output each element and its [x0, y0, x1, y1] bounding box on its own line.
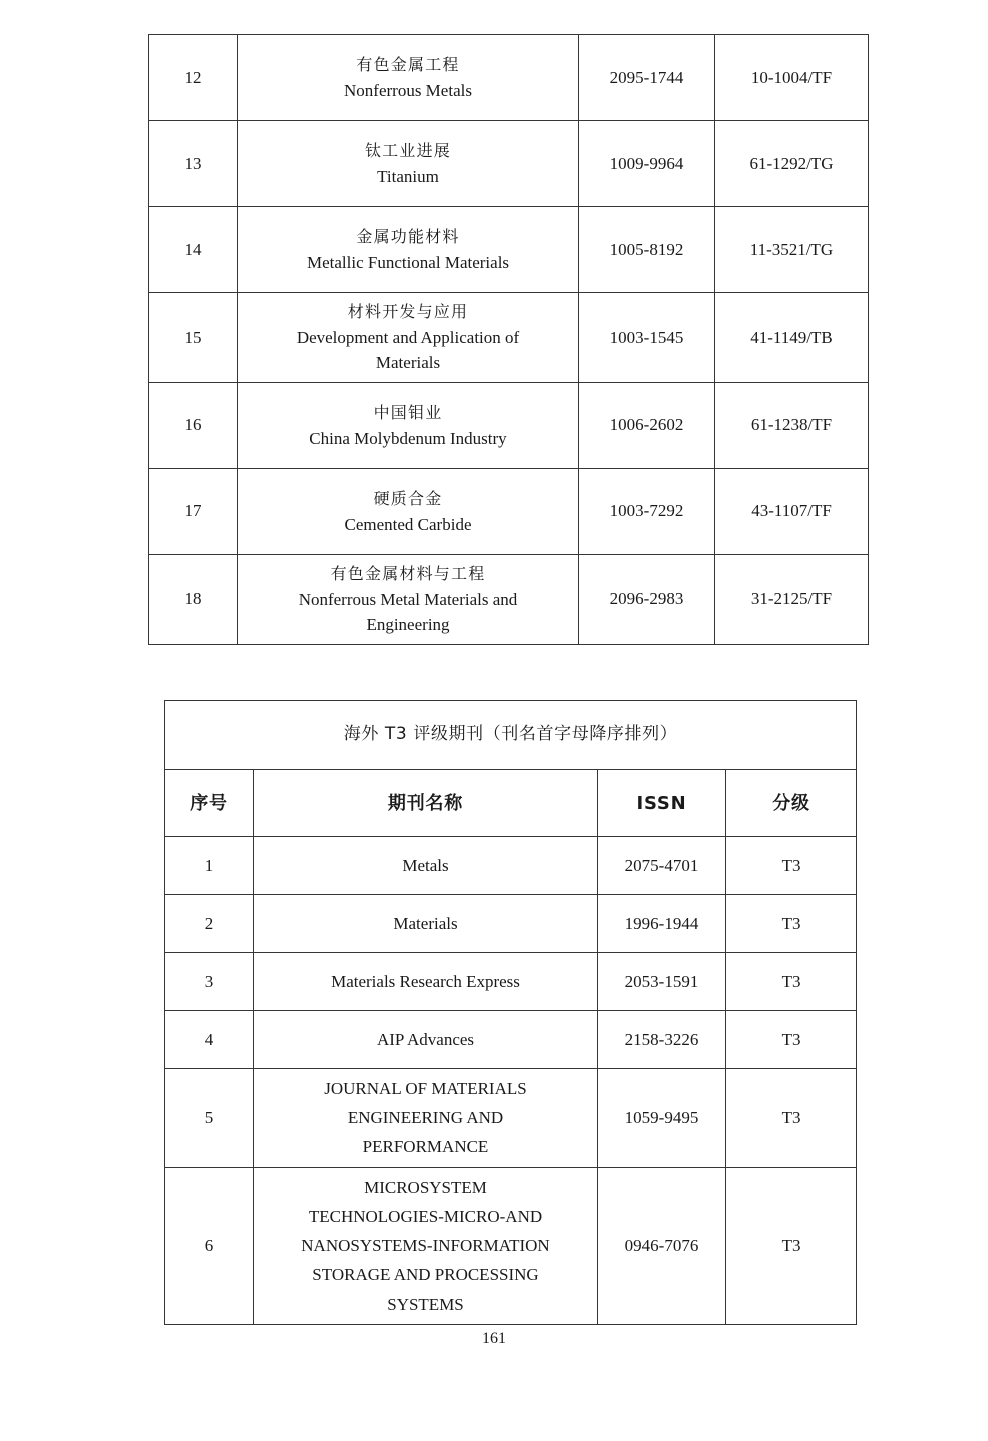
journal-issn: 2095-1744 [579, 35, 715, 121]
journal-cn-code: 31-2125/TF [715, 554, 869, 644]
row-index: 15 [149, 293, 238, 383]
journal-name [238, 293, 579, 383]
table-row [165, 895, 857, 953]
row-index: 4 [165, 1011, 254, 1069]
row-index: 14 [149, 207, 238, 293]
row-index: 17 [149, 468, 238, 554]
journal-rank: T3 [726, 837, 857, 895]
row-index: 3 [165, 953, 254, 1011]
journal-name-line3: PERFORMANCE [362, 1137, 489, 1157]
journal-name-en: Metallic Functional Materials [306, 252, 510, 272]
page-number: 161 [482, 1330, 506, 1347]
journal-name [238, 382, 579, 468]
row-index: 1 [165, 837, 254, 895]
journal-name [254, 1069, 598, 1168]
journal-name-line5: SYSTEMS [387, 1294, 464, 1314]
journal-name-en: Cemented Carbide [344, 514, 472, 534]
journal-name-en-line1: Development and Application of [296, 327, 520, 347]
journal-name [238, 35, 579, 121]
journal-name-line2: ENGINEERING AND [347, 1108, 504, 1128]
journal-rank: T3 [726, 1011, 857, 1069]
journal-issn: 1005-8192 [579, 207, 715, 293]
journal-issn: 1059-9495 [598, 1069, 726, 1168]
journal-name-en-line2: Materials [375, 353, 441, 373]
journal-name-en: Nonferrous Metals [344, 80, 472, 100]
row-index: 2 [165, 895, 254, 953]
journal-name [238, 121, 579, 207]
journal-rank: T3 [726, 895, 857, 953]
column-header-index: 序号 [165, 770, 254, 837]
journal-name [238, 207, 579, 293]
journal-name-en: Titanium [377, 166, 439, 186]
row-index: 5 [165, 1069, 254, 1168]
row-index: 12 [149, 35, 238, 121]
journal-name-en-line2: Engineering [366, 615, 450, 635]
journal-issn: 2158-3226 [598, 1011, 726, 1069]
journal-name: Metals [254, 837, 598, 895]
journal-name-line2: TECHNOLOGIES-MICRO-AND [308, 1206, 543, 1226]
table-title-row [165, 701, 857, 770]
table-row [149, 554, 869, 644]
journal-name: Materials [254, 895, 598, 953]
journal-name [238, 468, 579, 554]
journal-cn-code: 11-3521/TG [715, 207, 869, 293]
journal-name-line4: STORAGE AND PROCESSING [312, 1265, 539, 1285]
journal-cn-code: 61-1238/TF [715, 382, 869, 468]
table-row [165, 953, 857, 1011]
journal-name: Materials Research Express [254, 953, 598, 1011]
table-row [149, 121, 869, 207]
journal-name: AIP Advances [254, 1011, 598, 1069]
journal-name-cn: 钛工业进展 [364, 140, 451, 160]
table-row [149, 382, 869, 468]
table-row [149, 207, 869, 293]
journal-cn-code: 41-1149/TB [715, 293, 869, 383]
journal-issn: 1006-2602 [579, 382, 715, 468]
journal-issn: 1009-9964 [579, 121, 715, 207]
column-header-name: 期刊名称 [254, 770, 598, 837]
journal-cn-code: 10-1004/TF [715, 35, 869, 121]
journal-name-cn: 中国钼业 [373, 402, 443, 422]
table-row [149, 468, 869, 554]
journal-issn: 1003-1545 [579, 293, 715, 383]
journal-name-cn: 有色金属材料与工程 [330, 563, 486, 583]
journal-issn: 1996-1944 [598, 895, 726, 953]
table-title: 海外 T3 评级期刊（刊名首字母降序排列） [165, 701, 857, 770]
domestic-journals-table [148, 34, 869, 645]
table-row [165, 1167, 857, 1324]
journal-name-cn: 金属功能材料 [356, 226, 460, 246]
journal-issn: 1003-7292 [579, 468, 715, 554]
journal-issn: 2096-2983 [579, 554, 715, 644]
journal-name-cn: 材料开发与应用 [347, 302, 469, 321]
table-row [165, 837, 857, 895]
table-row [149, 293, 869, 383]
journal-issn: 0946-7076 [598, 1167, 726, 1324]
journal-name-en-line1: Nonferrous Metal Materials and [298, 589, 518, 609]
table-row [165, 1069, 857, 1168]
journal-cn-code: 43-1107/TF [715, 468, 869, 554]
journal-name-cn: 有色金属工程 [356, 54, 460, 74]
journal-issn: 2053-1591 [598, 953, 726, 1011]
journal-name-line1: MICROSYSTEM [364, 1177, 487, 1197]
column-header-issn: ISSN [598, 770, 726, 837]
journal-cn-code: 61-1292/TG [715, 121, 869, 207]
overseas-t3-journals-table [164, 700, 857, 1325]
table-row [149, 35, 869, 121]
journal-rank: T3 [726, 1069, 857, 1168]
journal-name-line1: JOURNAL OF MATERIALS [324, 1079, 527, 1098]
row-index: 6 [165, 1167, 254, 1324]
journal-rank: T3 [726, 953, 857, 1011]
row-index: 13 [149, 121, 238, 207]
journal-name [238, 554, 579, 644]
journal-rank: T3 [726, 1167, 857, 1324]
journal-name-line3: NANOSYSTEMS-INFORMATION [301, 1236, 550, 1256]
column-header-rank: 分级 [726, 770, 857, 837]
journal-name-en: China Molybdenum Industry [309, 428, 507, 448]
journal-name-cn: 硬质合金 [373, 488, 443, 508]
table-header-row [165, 770, 857, 837]
journal-issn: 2075-4701 [598, 837, 726, 895]
journal-name [254, 1167, 598, 1324]
row-index: 18 [149, 554, 238, 644]
row-index: 16 [149, 382, 238, 468]
table-row [165, 1011, 857, 1069]
